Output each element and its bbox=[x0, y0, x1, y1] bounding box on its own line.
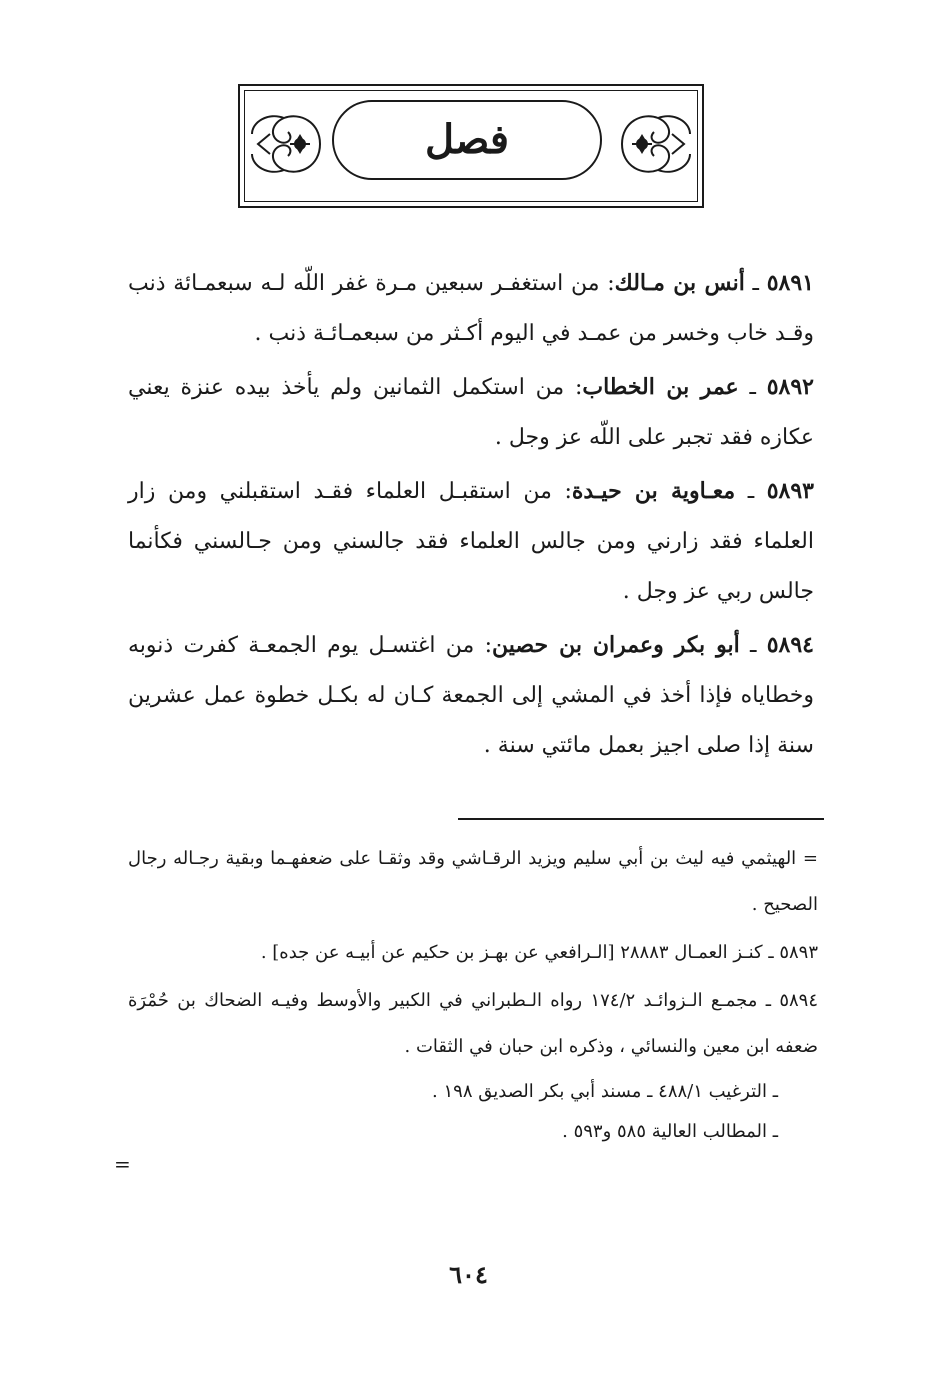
page-number: ٦٠٤ bbox=[449, 1260, 488, 1289]
footnote-separator bbox=[458, 818, 824, 820]
entry-text: : من استكمل الثمانين ولم يأخذ بيده عنزة يعني عكازه فقد تجبر على اللّه عز وجل . bbox=[128, 375, 814, 450]
footnote-5894: ٥٨٩٤ ـ مجمـع الـزوائـد ١٧٤/٢ رواه الـطبراني في الكبير والأوسط وفيـه الضحاك بن حُمْرَة ضعفه ابن معين والنسائي ، وذكره ابن حبان في الثقات . bbox=[128, 990, 819, 1057]
entry-number: ٥٨٩٢ bbox=[766, 374, 814, 400]
hadith-entry-5892: ٥٨٩٢ ـ عمر بن الخطاب: من استكمل الثمانين ولم يأخذ بيده عنزة يعني عكازه فقد تجبر على اللّه عز وجل . bbox=[128, 374, 814, 450]
section-title-oval bbox=[332, 100, 602, 180]
footnote-5894-source-1: ـ الترغيب ٤٨٨/١ ـ مسند أبي بكر الصديق ١٩٨ . bbox=[432, 1081, 778, 1102]
hadith-entry-5894: ٥٨٩٤ ـ أبو بكر وعمران بن حصين: من اغتسـل يوم الجمعـة كفرت ذنوبه وخطاياه فإذا أخذ في المشي إلى الجمعة كـان له بكـل خطوة عمل عشرين سنة إذا صلى اجيز بعمل مائتي سنة . bbox=[128, 632, 814, 758]
footnotes bbox=[128, 836, 818, 1152]
continuation-mark: = bbox=[114, 1152, 131, 1176]
footnote-5893: ٥٨٩٣ ـ كنـز العمـال ٢٨٨٨٣ [الـرافعي عن بهـز بن حكيم عن أبيـه عن جده] . bbox=[260, 942, 818, 963]
entry-number: ٥٨٩١ bbox=[766, 270, 814, 296]
entry-narrator: معـاوية بن حيـدة bbox=[571, 478, 736, 504]
footnote-continuation: = الهيثمي فيه ليث بن أبي سليم ويزيد الرقـاشي وقد وثقـا على ضعفهـما وبقية رجـاله رجال الصحيح . bbox=[128, 848, 818, 915]
entry-narrator: أبو بكر وعمران بن حصين bbox=[492, 632, 740, 658]
section-title-frame bbox=[238, 84, 704, 208]
entry-narrator: أنس بن مـالك bbox=[614, 270, 745, 296]
entry-number: ٥٨٩٣ bbox=[766, 478, 814, 504]
section-title: فصل bbox=[424, 116, 510, 163]
hadith-entries bbox=[128, 258, 814, 774]
entry-text: : من استغفـر سبعين مـرة غفر اللّه لـه سبعمـائة ذنب وقـد خاب وخسر من عمـد في اليوم أكـثر من سبعمـائـة ذنب . bbox=[128, 271, 814, 346]
entry-narrator: عمر بن الخطاب bbox=[582, 374, 739, 400]
entry-text: : من استقبـل العلماء فقـد استقبلني ومن زار العلماء فقد زارني ومن جالس العلماء فقد جالسني ومن جـالسني فكأنما جالس ربي عز وجل . bbox=[128, 479, 814, 604]
hadith-entry-5891: ٥٨٩١ ـ أنس بن مـالك: من استغفـر سبعين مـرة غفر اللّه لـه سبعمـائة ذنب وقـد خاب وخسر من عمـد في اليوم أكـثر من سبعمـائـة ذنب . bbox=[128, 270, 814, 346]
arabesque-ornament-right bbox=[612, 104, 696, 184]
footnote-5894-source-2: ـ المطالب العالية ٥٨٥ و٥٩٣ . bbox=[562, 1121, 778, 1142]
arabesque-ornament-left bbox=[246, 104, 330, 184]
hadith-entry-5893: ٥٨٩٣ ـ معـاوية بن حيـدة: من استقبـل العلماء فقـد استقبلني ومن زار العلماء فقد زارني ومن جالس العلماء فقد جالسني ومن جـالسني فكأنما جالس ربي عز وجل . bbox=[128, 478, 814, 604]
entry-number: ٥٨٩٤ bbox=[766, 632, 814, 658]
entry-text: : من اغتسـل يوم الجمعـة كفرت ذنوبه وخطاياه فإذا أخذ في المشي إلى الجمعة كـان له بكـل خطوة عمل عشرين سنة إذا صلى اجيز بعمل مائتي سنة . bbox=[128, 633, 814, 758]
